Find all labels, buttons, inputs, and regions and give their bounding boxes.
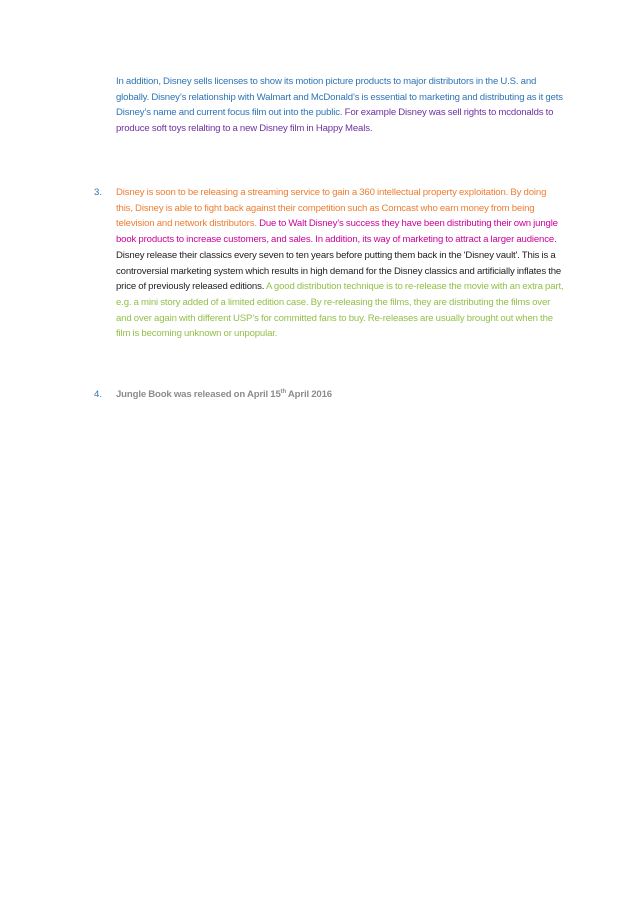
mcdonalds-example-text: For example Disney was sell rights to mcdonalds to produce soft toys relalting to a new Disney film in Happy Meals. — [116, 107, 554, 135]
list-item-3 — [116, 185, 564, 342]
licensing-text: In addition, Disney sells licenses to show its motion picture products to major distributors in the U.S. and globally. Disney’s relationship with Walmart and McDonald’s is essential to marketing and distributing as it gets Disney’s name and current focus film out into the public. — [116, 76, 563, 119]
list-item-4 — [116, 387, 564, 403]
jungle-book-products-text: Due to Walt Disney’s success they have been distributing their own jungle book products to increase customers, and sales. In addition, its way of marketing to attract a larger audience. — [116, 218, 558, 246]
release-date-text: Jungle Book was released on April 15 — [116, 389, 281, 400]
list-number-3: 3. — [94, 187, 103, 198]
release-date-year: April 2016 — [286, 389, 332, 400]
re-release-text: A good distribution technique is to re-release the movie with an extra part, e.g. a mini story added of a limited edition case. By re-releasing the films, they are distributing the films over and over again with different USP’s for committed fans to buy. Re-releases are usually brought out when the film is becoming unknown or unpopular. — [116, 281, 564, 340]
ordinal-suffix: th — [280, 388, 287, 395]
paragraph-licensing — [116, 74, 564, 137]
disney-vault-text: Disney release their classics every seven to ten years before putting them back in the 'Disney vault'. This is a controversial marketing system which results in high demand for the Disney classics and artificially inflates the price of previously released editions. — [116, 249, 562, 293]
streaming-service-text: Disney is soon to be releasing a streaming service to gain a 360 intellectual property exploitation. By doing this, Disney is able to fight back against their competition such as Comcast who earn money from being television and network distributors. — [116, 187, 547, 230]
list-number-4: 4. — [94, 389, 103, 400]
